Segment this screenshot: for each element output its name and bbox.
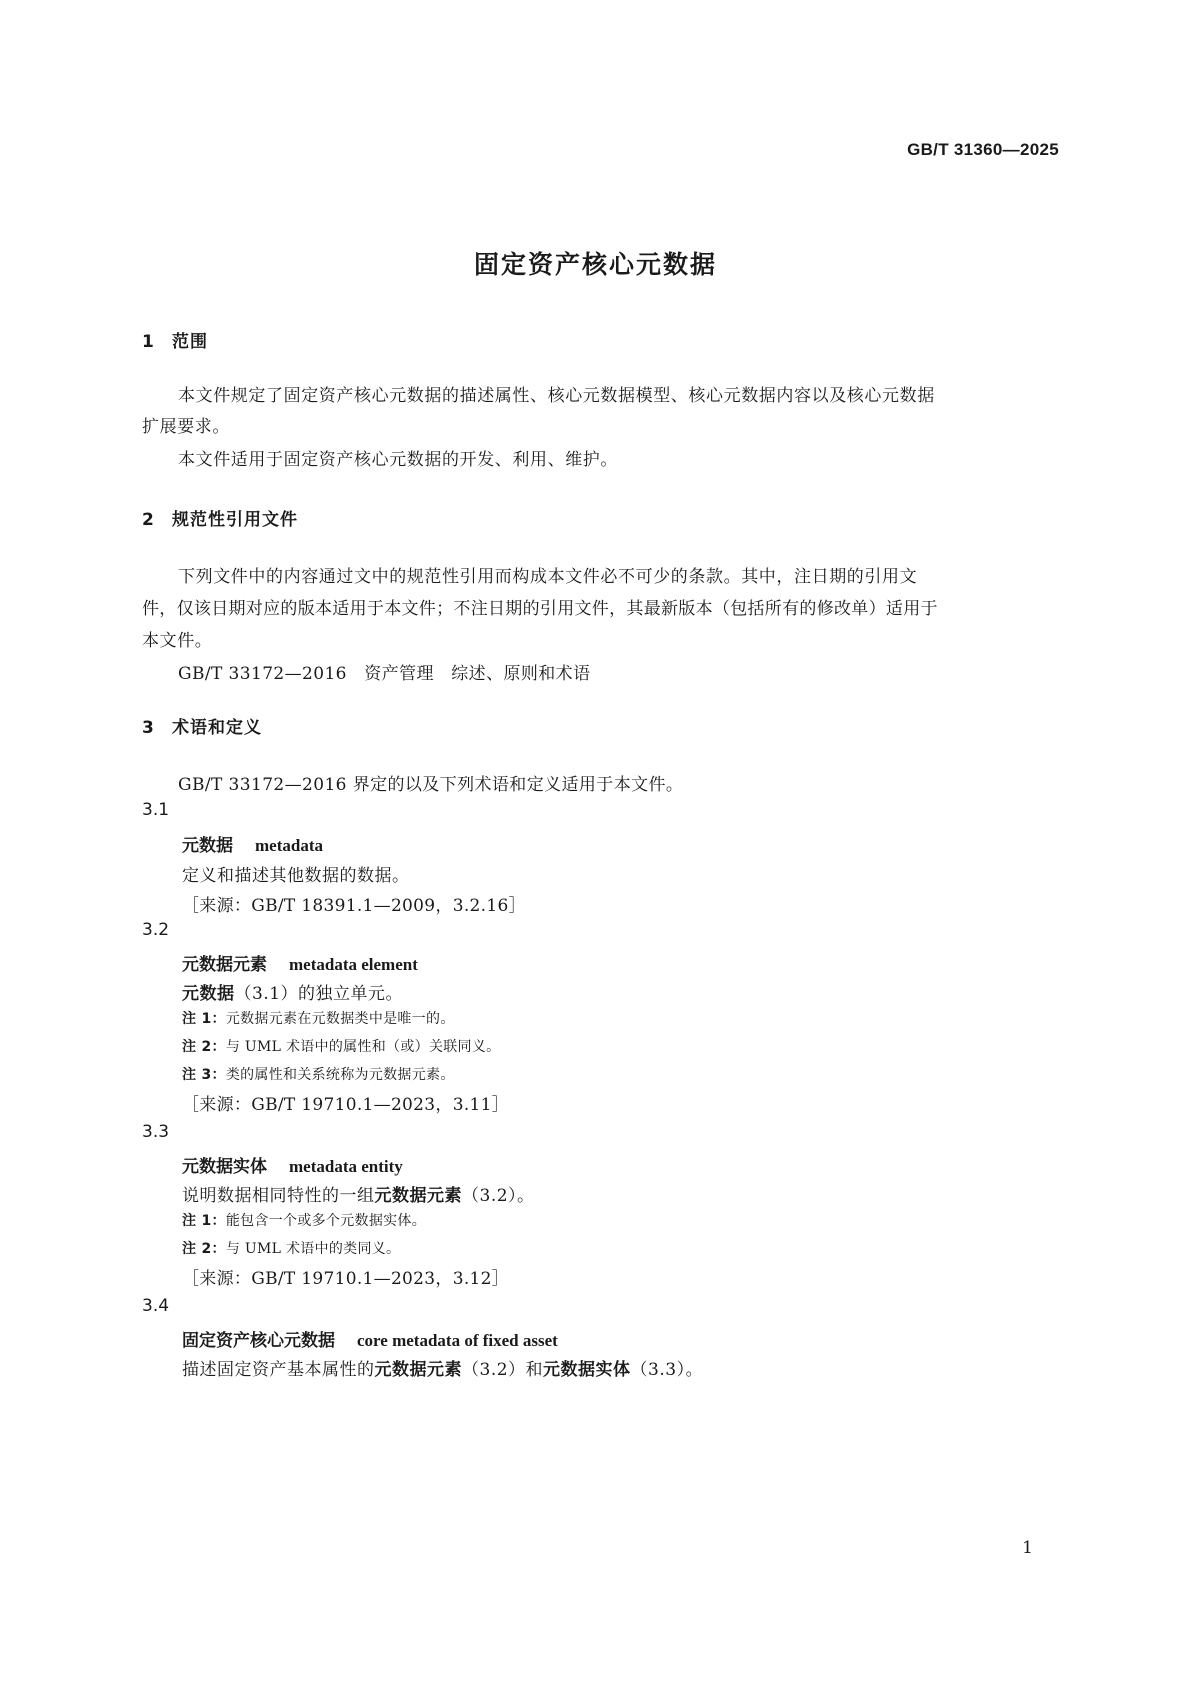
section-title: 规范性引用文件 bbox=[172, 510, 298, 530]
term-zh: 元数据实体 bbox=[182, 1157, 267, 1177]
section-3-heading bbox=[142, 713, 262, 738]
note-text: 与 UML 术语中的类同义。 bbox=[225, 1241, 401, 1257]
term-definition bbox=[182, 979, 403, 1004]
note-text: 类的属性和关系统称为元数据元素。 bbox=[225, 1067, 455, 1083]
section-title: 术语和定义 bbox=[172, 718, 262, 738]
term-en: metadata element bbox=[289, 955, 418, 974]
section-title: 范围 bbox=[172, 332, 208, 352]
term-definition bbox=[182, 1181, 535, 1206]
note-text: 与 UML 术语中的属性和（或）关联同义。 bbox=[225, 1039, 501, 1055]
term-number: 3.3 bbox=[142, 1122, 170, 1142]
section-number: 1 bbox=[142, 332, 155, 352]
text-line: 本文件规定了固定资产核心元数据的描述属性、核心元数据模型、核心元数据内容以及核心元数据 bbox=[178, 386, 935, 406]
section-2-heading bbox=[142, 505, 298, 530]
definition-text: （3.2）和 bbox=[462, 1360, 544, 1380]
note-text: 能包含一个或多个元数据实体。 bbox=[225, 1213, 427, 1229]
term-note bbox=[182, 1064, 455, 1084]
note-label: 注 1： bbox=[182, 1213, 226, 1229]
term-note bbox=[182, 1036, 500, 1056]
page-number: 1 bbox=[1022, 1538, 1033, 1558]
term-note bbox=[182, 1210, 426, 1230]
standard-number: GB/T 31360—2025 bbox=[907, 140, 1059, 159]
section-1-paragraph-1-cont: 扩展要求。 bbox=[142, 417, 230, 437]
term-en: core metadata of fixed asset bbox=[357, 1331, 558, 1350]
term-en: metadata bbox=[255, 836, 323, 855]
term-definition bbox=[182, 1355, 703, 1380]
term-source: ［来源：GB/T 18391.1—2009，3.2.16］ bbox=[182, 896, 526, 916]
term-en: metadata entity bbox=[289, 1157, 403, 1176]
note-label: 注 2： bbox=[182, 1241, 226, 1257]
term-reference: 元数据元素 bbox=[374, 1360, 462, 1380]
term-source: ［来源：GB/T 19710.1—2023，3.11］ bbox=[182, 1095, 510, 1115]
term-source: ［来源：GB/T 19710.1—2023，3.12］ bbox=[182, 1269, 510, 1289]
term-reference: 元数据 bbox=[182, 984, 235, 1004]
section-2-paragraph-line-1: 下列文件中的内容通过文中的规范性引用而构成本文件必不可少的条款。其中，注日期的引用文 bbox=[178, 567, 918, 587]
definition-text: （3.1）的独立单元。 bbox=[234, 984, 404, 1004]
term-zh: 元数据 bbox=[182, 836, 233, 856]
definition-text: （3.3）。 bbox=[630, 1360, 704, 1380]
document-title: 固定资产核心元数据 bbox=[473, 250, 717, 279]
term-heading bbox=[182, 831, 323, 856]
section-1-paragraph-1 bbox=[142, 380, 1060, 413]
definition-text: 说明数据相同特性的一组 bbox=[182, 1186, 375, 1206]
definition-text: （3.2）。 bbox=[462, 1186, 535, 1206]
term-number: 3.1 bbox=[142, 800, 170, 820]
note-text: 元数据元素在元数据类中是唯一的。 bbox=[225, 1011, 455, 1027]
note-label: 注 1： bbox=[182, 1011, 226, 1027]
term-note bbox=[182, 1008, 455, 1028]
definition-text: 描述固定资产基本属性的 bbox=[182, 1360, 375, 1380]
term-definition: 定义和描述其他数据的数据。 bbox=[182, 866, 410, 886]
section-number: 2 bbox=[142, 510, 155, 530]
term-reference: 元数据元素 bbox=[374, 1186, 462, 1206]
term-note bbox=[182, 1238, 400, 1258]
section-1-paragraph-2: 本文件适用于固定资产核心元数据的开发、利用、维护。 bbox=[178, 450, 618, 470]
term-reference: 元数据实体 bbox=[543, 1360, 631, 1380]
note-label: 注 3： bbox=[182, 1067, 226, 1083]
note-label: 注 2： bbox=[182, 1039, 226, 1055]
section-3-intro: GB/T 33172—2016 界定的以及下列术语和定义适用于本文件。 bbox=[178, 775, 684, 795]
normative-reference: GB/T 33172—2016 资产管理 综述、原则和术语 bbox=[178, 664, 591, 684]
term-heading bbox=[182, 1152, 403, 1177]
section-2-paragraph-line-3: 本文件。 bbox=[142, 631, 213, 651]
term-number: 3.4 bbox=[142, 1296, 170, 1316]
section-2-paragraph-line-2: 件，仅该日期对应的版本适用于本文件；不注日期的引用文件，其最新版本（包括所有的修改单）适用于 bbox=[142, 599, 938, 619]
section-number: 3 bbox=[142, 718, 155, 738]
term-zh: 元数据元素 bbox=[182, 955, 267, 975]
section-1-heading bbox=[142, 327, 208, 352]
term-heading bbox=[182, 950, 418, 975]
term-number: 3.2 bbox=[142, 920, 170, 940]
term-heading bbox=[182, 1326, 558, 1351]
term-zh: 固定资产核心元数据 bbox=[182, 1331, 335, 1351]
